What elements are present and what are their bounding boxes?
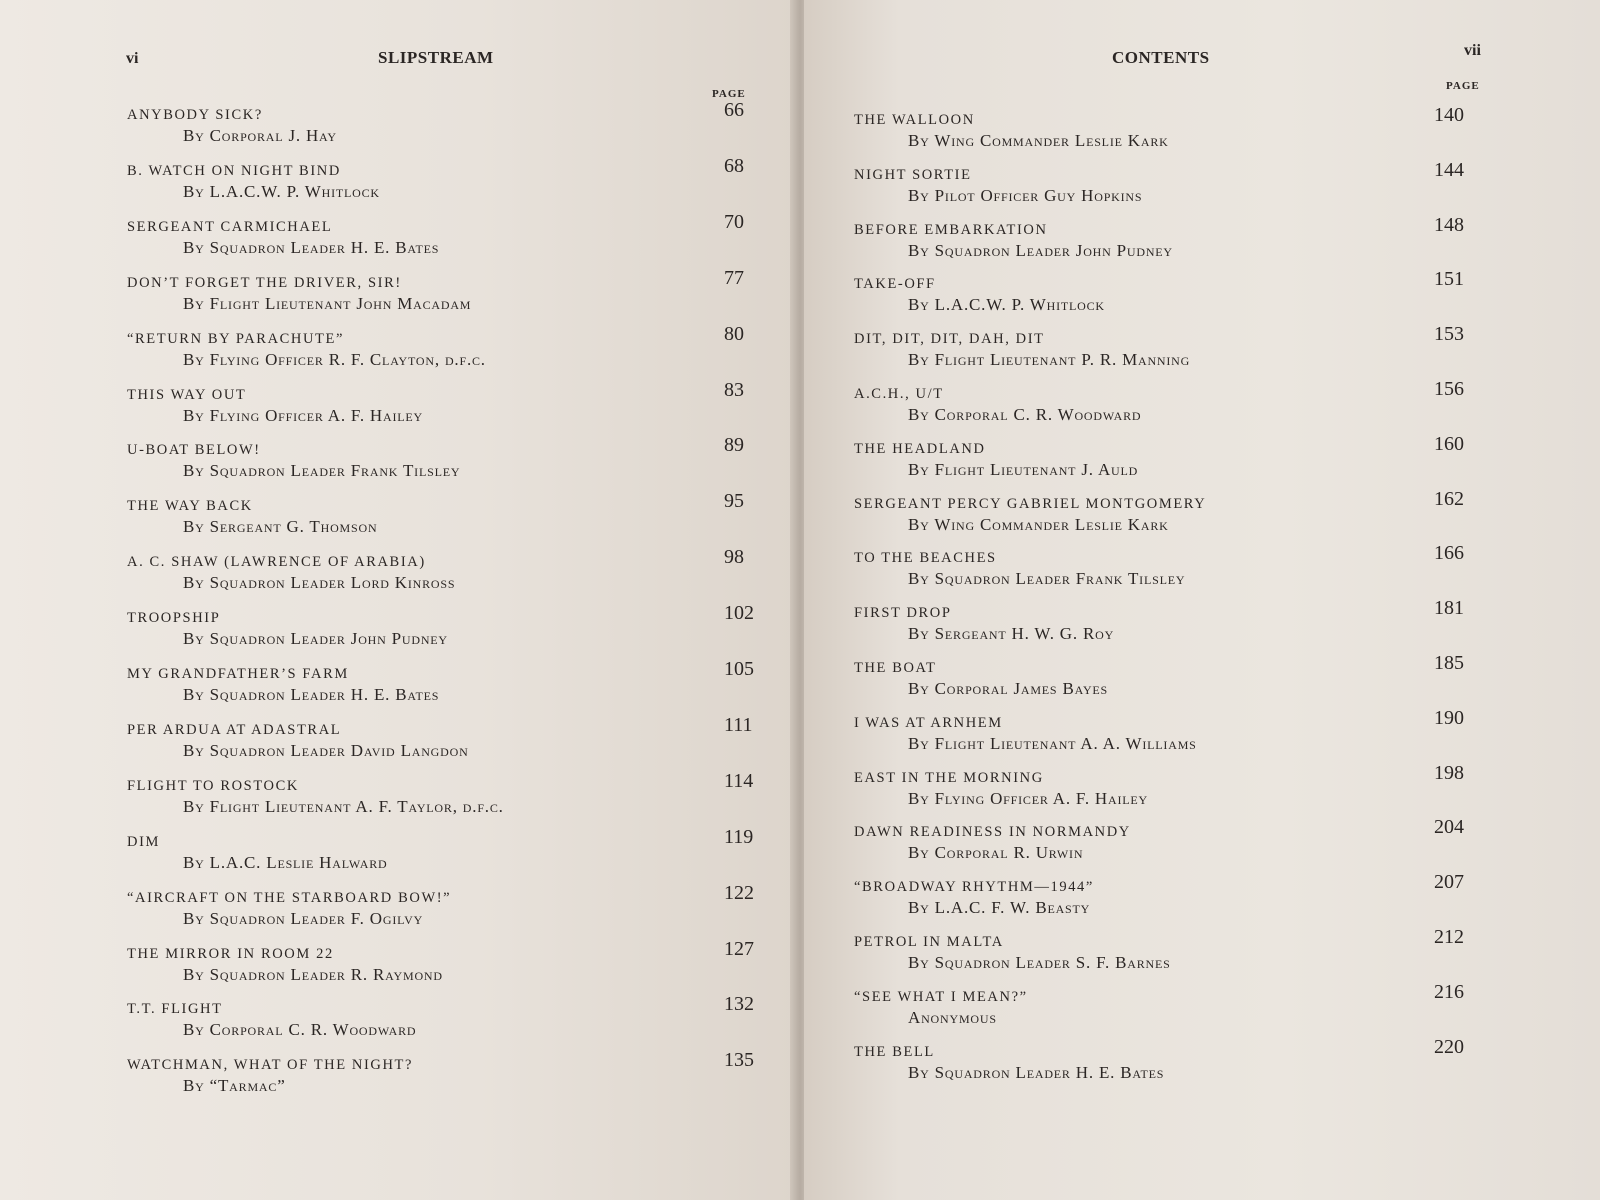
toc-entry-title: BEFORE EMBARKATION bbox=[854, 221, 1048, 238]
right-page bbox=[804, 0, 1600, 1200]
toc-entry-page-number: 198 bbox=[1434, 761, 1464, 784]
toc-entry-author: By Flight Lieutenant John Macadam bbox=[183, 293, 472, 313]
toc-entry-author: By Squadron Leader R. Raymond bbox=[183, 964, 443, 984]
toc-entry-author: By Pilot Officer Guy Hopkins bbox=[908, 185, 1143, 205]
toc-entry-title: TO THE BEACHES bbox=[854, 550, 997, 567]
toc-entry-author: By Squadron Leader David Langdon bbox=[183, 740, 469, 760]
toc-entry-author: By Sergeant G. Thomson bbox=[183, 517, 378, 537]
toc-entry-page-number: 156 bbox=[1434, 378, 1464, 400]
toc-entry-title: THE BOAT bbox=[854, 660, 937, 676]
toc-entry-author: By Squadron Leader Frank Tilsley bbox=[908, 569, 1186, 589]
toc-entry-page-number: 204 bbox=[1434, 816, 1464, 839]
toc-entry-page-number: 98 bbox=[724, 546, 744, 569]
left-folio: vi bbox=[126, 50, 139, 67]
toc-entry-page-number: 162 bbox=[1434, 487, 1464, 510]
toc-entry-page-number: 95 bbox=[724, 490, 744, 513]
toc-entry-page-number: 160 bbox=[1434, 432, 1464, 455]
toc-entry-author: By Squadron Leader H. E. Bates bbox=[183, 685, 440, 704]
toc-entry-page-number: 80 bbox=[724, 322, 744, 345]
toc-entry-author: By Corporal J. Hay bbox=[183, 126, 337, 145]
right-running-head: CONTENTS bbox=[1112, 48, 1210, 67]
toc-entry-page-number: 89 bbox=[724, 434, 744, 457]
toc-entry-author: By Squadron Leader John Pudney bbox=[183, 629, 448, 649]
toc-entry-author: By Flying Officer R. F. Clayton, d.f.c. bbox=[183, 349, 486, 369]
toc-entry-title: DAWN READINESS IN NORMANDY bbox=[854, 824, 1131, 841]
toc-entry-title: TAKE-OFF bbox=[854, 276, 936, 293]
toc-entry-author: By L.A.C.W. P. Whitlock bbox=[908, 295, 1105, 315]
toc-entry-title: DIM bbox=[127, 833, 160, 850]
toc-entry-title: ANYBODY SICK? bbox=[127, 107, 263, 123]
toc-entry-title: A. C. SHAW (LAWRENCE OF ARABIA) bbox=[127, 554, 426, 571]
toc-entry-author: By Flight Lieutenant P. R. Manning bbox=[908, 350, 1191, 370]
toc-entry-author: By Squadron Leader John Pudney bbox=[908, 240, 1173, 260]
toc-entry-author: By Flight Lieutenant A. F. Taylor, d.f.c. bbox=[183, 796, 504, 816]
toc-entry-page-number: 68 bbox=[724, 154, 744, 177]
left-page bbox=[0, 0, 796, 1200]
right-page-column-label: PAGE bbox=[1446, 80, 1480, 92]
toc-entry-title: SERGEANT CARMICHAEL bbox=[127, 218, 333, 235]
toc-entry-author: By Flight Lieutenant J. Auld bbox=[908, 459, 1139, 479]
toc-entry-page-number: 181 bbox=[1434, 597, 1464, 620]
toc-entry-title: “BROADWAY RHYTHM—1944” bbox=[854, 879, 1094, 896]
toc-entry-page-number: 140 bbox=[1434, 104, 1464, 126]
toc-entry-author: By Corporal James Bayes bbox=[908, 679, 1109, 698]
toc-entry-title: A.C.H., U/T bbox=[854, 386, 944, 402]
toc-entry-author: By Corporal C. R. Woodward bbox=[183, 1020, 417, 1040]
toc-entry-page-number: 122 bbox=[724, 881, 754, 904]
toc-entry-author: By L.A.C. F. W. Beasty bbox=[908, 898, 1091, 918]
toc-entry-author: By Flying Officer A. F. Hailey bbox=[908, 788, 1148, 808]
toc-entry-author: By Sergeant H. W. G. Roy bbox=[908, 624, 1115, 644]
toc-entry-author: By Flying Officer A. F. Hailey bbox=[183, 405, 423, 425]
toc-entry-page-number: 190 bbox=[1434, 706, 1464, 729]
toc-entry-page-number: 111 bbox=[724, 713, 753, 736]
toc-entry-page-number: 148 bbox=[1434, 213, 1464, 236]
toc-entry-title: TROOPSHIP bbox=[127, 610, 221, 627]
toc-entry-page-number: 119 bbox=[724, 825, 754, 848]
toc-entry-author: By Corporal R. Urwin bbox=[908, 843, 1084, 863]
toc-entry-author: By L.A.C. Leslie Halward bbox=[183, 852, 388, 872]
toc-entry-title: DIT, DIT, DIT, DAH, DIT bbox=[854, 331, 1045, 348]
toc-entry-author: By “Tarmac” bbox=[183, 1076, 286, 1096]
toc-entry-title: “SEE WHAT I MEAN?” bbox=[854, 988, 1028, 1005]
toc-entry-page-number: 144 bbox=[1434, 158, 1464, 181]
toc-entry-page-number: 83 bbox=[724, 378, 744, 401]
toc-entry-page-number: 70 bbox=[724, 210, 744, 233]
toc-entry-author: By Wing Commander Leslie Kark bbox=[908, 514, 1169, 534]
left-running-head: SLIPSTREAM bbox=[378, 48, 494, 67]
toc-entry-title: NIGHT SORTIE bbox=[854, 166, 972, 183]
toc-entry-title: PETROL IN MALTA bbox=[854, 934, 1004, 950]
toc-entry-page-number: 135 bbox=[724, 1049, 754, 1072]
toc-entry-title: DON’T FORGET THE DRIVER, SIR! bbox=[127, 274, 402, 291]
right-folio: vii bbox=[1464, 42, 1481, 59]
toc-entry-author: By Squadron Leader Lord Kinross bbox=[183, 573, 456, 593]
toc-entry-page-number: 127 bbox=[724, 937, 754, 960]
toc-entry-page-number: 77 bbox=[724, 266, 744, 289]
toc-entry-title: MY GRANDFATHER’S FARM bbox=[127, 666, 349, 682]
toc-entry-title: PER ARDUA AT ADASTRAL bbox=[127, 721, 342, 738]
toc-entry-author: By L.A.C.W. P. Whitlock bbox=[183, 181, 380, 201]
toc-entry-title: T.T. FLIGHT bbox=[127, 1001, 223, 1018]
toc-entry-page-number: 105 bbox=[724, 658, 754, 680]
toc-entry-title: I WAS AT ARNHEM bbox=[854, 714, 1003, 731]
toc-entry-title: THE WALLOON bbox=[854, 112, 975, 128]
toc-entry-title: U-BOAT BELOW! bbox=[127, 442, 261, 459]
toc-entry-author: By Squadron Leader H. E. Bates bbox=[908, 1062, 1165, 1082]
toc-entry-title: SERGEANT PERCY GABRIEL MONTGOMERY bbox=[854, 495, 1207, 512]
toc-entry-page-number: 132 bbox=[724, 993, 754, 1016]
toc-entry-author: By Squadron Leader Frank Tilsley bbox=[183, 461, 461, 481]
toc-entry-title: WATCHMAN, WHAT OF THE NIGHT? bbox=[127, 1057, 414, 1074]
toc-entry-title: THE MIRROR IN ROOM 22 bbox=[127, 945, 334, 962]
toc-entry-page-number: 153 bbox=[1434, 323, 1464, 346]
toc-entry-author: By Corporal C. R. Woodward bbox=[908, 405, 1142, 424]
toc-entry-title: “AIRCRAFT ON THE STARBOARD BOW!” bbox=[127, 889, 452, 906]
toc-entry-page-number: 66 bbox=[724, 99, 744, 121]
toc-entry-title: “RETURN BY PARACHUTE” bbox=[127, 330, 345, 347]
toc-entry-author: By Squadron Leader F. Ogilvy bbox=[183, 908, 424, 928]
toc-entry-title: THE WAY BACK bbox=[127, 498, 253, 515]
toc-entry-title: THE HEADLAND bbox=[854, 440, 986, 457]
toc-entry-page-number: 114 bbox=[724, 769, 754, 792]
toc-entry-title: THIS WAY OUT bbox=[127, 386, 247, 403]
toc-entry-title: THE BELL bbox=[854, 1043, 935, 1060]
toc-entry-title: FLIGHT TO ROSTOCK bbox=[127, 777, 299, 794]
toc-entry-page-number: 216 bbox=[1434, 980, 1464, 1003]
toc-entry-page-number: 220 bbox=[1434, 1035, 1464, 1058]
toc-entry-page-number: 151 bbox=[1434, 268, 1464, 291]
toc-entry-page-number: 166 bbox=[1434, 542, 1464, 565]
toc-entry-author: By Squadron Leader H. E. Bates bbox=[183, 237, 440, 257]
toc-entry-title: B. WATCH ON NIGHT BIND bbox=[127, 162, 341, 179]
toc-entry-author: By Wing Commander Leslie Kark bbox=[908, 131, 1169, 150]
toc-entry-author: By Squadron Leader S. F. Barnes bbox=[908, 953, 1171, 972]
toc-entry-page-number: 207 bbox=[1434, 871, 1464, 894]
toc-entry-title: FIRST DROP bbox=[854, 605, 952, 622]
toc-entry-title: EAST IN THE MORNING bbox=[854, 769, 1044, 786]
left-page-column-label: PAGE bbox=[712, 88, 746, 100]
toc-entry-author: Anonymous bbox=[908, 1007, 997, 1027]
toc-entry-page-number: 185 bbox=[1434, 652, 1464, 674]
toc-entry-page-number: 102 bbox=[724, 602, 754, 625]
toc-entry-author: By Flight Lieutenant A. A. Williams bbox=[908, 733, 1197, 753]
toc-entry-page-number: 212 bbox=[1434, 926, 1464, 948]
